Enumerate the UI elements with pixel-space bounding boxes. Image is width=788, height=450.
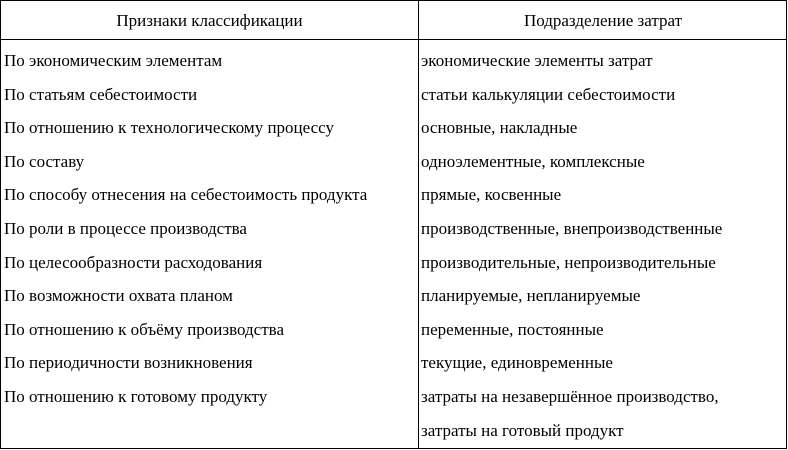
division-cell: затраты на незавершённое производство, [421,386,719,406]
header-criteria: Признаки классификации [116,11,303,30]
header-divider [1,39,786,40]
criteria-cell: По роли в процессе производства [4,218,247,238]
division-cell: планируемые, непланируемые [421,286,641,306]
criteria-column [4,44,416,414]
criteria-cell: По отношению к объёму производства [4,319,284,339]
division-cell: экономические элементы затрат [421,51,653,70]
divisions-column [421,44,786,447]
division-cell: одноэлементные, комплексные [421,151,645,171]
criteria-cell: По отношению к технологическому процессу [4,118,334,138]
criteria-cell: По статьям себестоимости [4,84,198,104]
division-cell: производственные, внепроизводственные [421,218,723,238]
column-divider [418,1,419,448]
division-cell: затраты на готовый продукт [421,420,624,440]
criteria-cell: По отношению к готовому продукту [4,386,268,406]
criteria-cell: По периодичности возникновения [4,353,253,373]
criteria-cell: По составу [4,151,85,171]
criteria-cell: По целесообразности расходования [4,252,263,272]
division-cell: текущие, единовременные [421,353,613,373]
header-divisions: Подразделение затрат [523,11,683,30]
division-cell: основные, накладные [421,118,578,138]
division-cell: производительные, непроизводительные [421,252,716,272]
division-cell: статьи калькуляции себестоимости [421,84,676,104]
division-cell: прямые, косвенные [421,185,562,205]
criteria-cell: По экономическим элементам [4,51,223,70]
criteria-cell: По возможности охвата планом [4,286,233,306]
criteria-cell: По способу отнесения на себестоимость продукта [4,185,368,205]
division-cell: переменные, постоянные [421,319,604,339]
